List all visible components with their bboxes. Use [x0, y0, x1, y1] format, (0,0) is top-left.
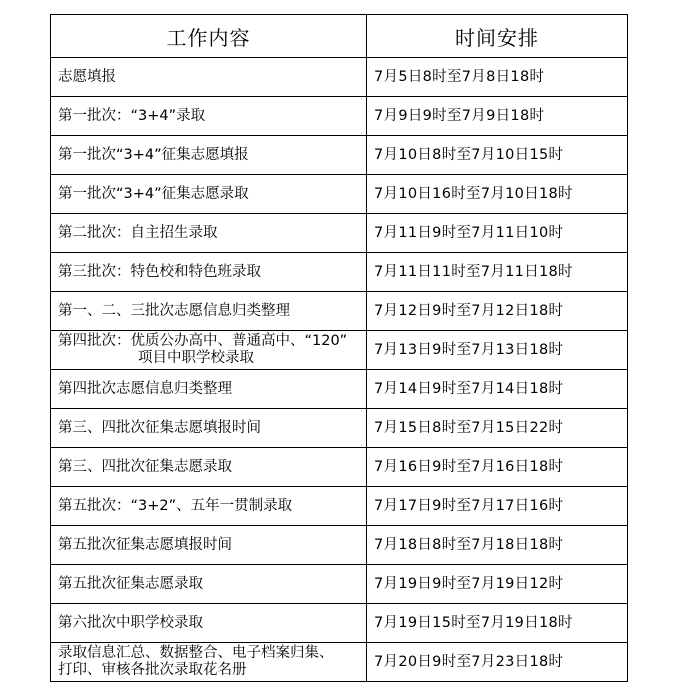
- table-row: [51, 58, 628, 97]
- task-text: 第六批次中职学校录取: [58, 614, 203, 631]
- task-text: 第一批次：“3+4”录取: [58, 107, 206, 124]
- time-cell: 7月10日8时至7月10日15时: [367, 136, 628, 175]
- task-cell: [51, 97, 367, 136]
- table-header-row: [51, 15, 628, 58]
- task-cell: [51, 175, 367, 214]
- task-text: 第三、四批次征集志愿录取: [58, 458, 232, 475]
- task-cell: [51, 487, 367, 526]
- time-cell: 7月12日9时至7月12日18时: [367, 292, 628, 331]
- task-cell: [51, 526, 367, 565]
- table-row: [51, 175, 628, 214]
- task-text: 第四批次志愿信息归类整理: [58, 380, 232, 397]
- schedule-table: [50, 14, 628, 682]
- time-cell: 7月20日9时至7月23日18时: [367, 643, 628, 682]
- task-cell: [51, 370, 367, 409]
- table-row: [51, 253, 628, 292]
- time-cell: 7月14日9时至7月14日18时: [367, 370, 628, 409]
- time-cell: 7月17日9时至7月17日16时: [367, 487, 628, 526]
- task-text: 第五批次征集志愿填报时间: [58, 536, 232, 553]
- time-cell: 7月5日8时至7月8日18时: [367, 58, 628, 97]
- table-body: [51, 58, 628, 682]
- task-text: 录取信息汇总、数据整合、电子档案归集、: [58, 645, 334, 661]
- table-row: [51, 526, 628, 565]
- time-cell: 7月16日9时至7月16日18时: [367, 448, 628, 487]
- task-cell: [51, 214, 367, 253]
- table-row: [51, 409, 628, 448]
- time-cell: 7月13日9时至7月13日18时: [367, 331, 628, 370]
- table-row: [51, 97, 628, 136]
- time-cell: 7月10日16时至7月10日18时: [367, 175, 628, 214]
- task-cell: [51, 409, 367, 448]
- task-cell: [51, 58, 367, 97]
- task-text: 项目中职学校录取: [138, 350, 254, 366]
- table-row: [51, 448, 628, 487]
- table-row: [51, 370, 628, 409]
- time-cell: 7月11日11时至7月11日18时: [367, 253, 628, 292]
- task-cell: [51, 643, 367, 682]
- table-row: [51, 331, 628, 370]
- task-text: 第一、二、三批次志愿信息归类整理: [58, 302, 290, 319]
- task-column-header: 工作内容: [51, 15, 367, 58]
- task-cell: [51, 448, 367, 487]
- time-cell: 7月18日8时至7月18日18时: [367, 526, 628, 565]
- task-text: 第三、四批次征集志愿填报时间: [58, 419, 261, 436]
- task-cell: [51, 253, 367, 292]
- table-row: [51, 604, 628, 643]
- table-row: [51, 487, 628, 526]
- time-cell: 7月15日8时至7月15日22时: [367, 409, 628, 448]
- task-cell: [51, 331, 367, 370]
- task-text: 第五批次：“3+2”、五年一贯制录取: [58, 497, 293, 514]
- time-cell: 7月11日9时至7月11日10时: [367, 214, 628, 253]
- task-text: 第四批次：优质公办高中、普通高中、“120”: [58, 333, 348, 349]
- task-text: 第二批次：自主招生录取: [58, 224, 218, 241]
- table-row: [51, 136, 628, 175]
- task-text: 打印、审核各批次录取花名册: [58, 662, 247, 678]
- time-column-header: 时间安排: [367, 15, 628, 58]
- time-cell: 7月19日15时至7月19日18时: [367, 604, 628, 643]
- table-row: [51, 643, 628, 682]
- task-text: 第一批次“3+4”征集志愿录取: [58, 185, 249, 202]
- time-cell: 7月19日9时至7月19日12时: [367, 565, 628, 604]
- task-text: 第一批次“3+4”征集志愿填报: [58, 146, 249, 163]
- task-cell: [51, 565, 367, 604]
- task-cell: [51, 292, 367, 331]
- task-cell: [51, 604, 367, 643]
- table-row: [51, 214, 628, 253]
- time-cell: 7月9日9时至7月9日18时: [367, 97, 628, 136]
- table-row: [51, 565, 628, 604]
- task-cell: [51, 136, 367, 175]
- table-row: [51, 292, 628, 331]
- task-text: 志愿填报: [58, 68, 116, 85]
- task-text: 第五批次征集志愿录取: [58, 575, 203, 592]
- task-text: 第三批次：特色校和特色班录取: [58, 263, 261, 280]
